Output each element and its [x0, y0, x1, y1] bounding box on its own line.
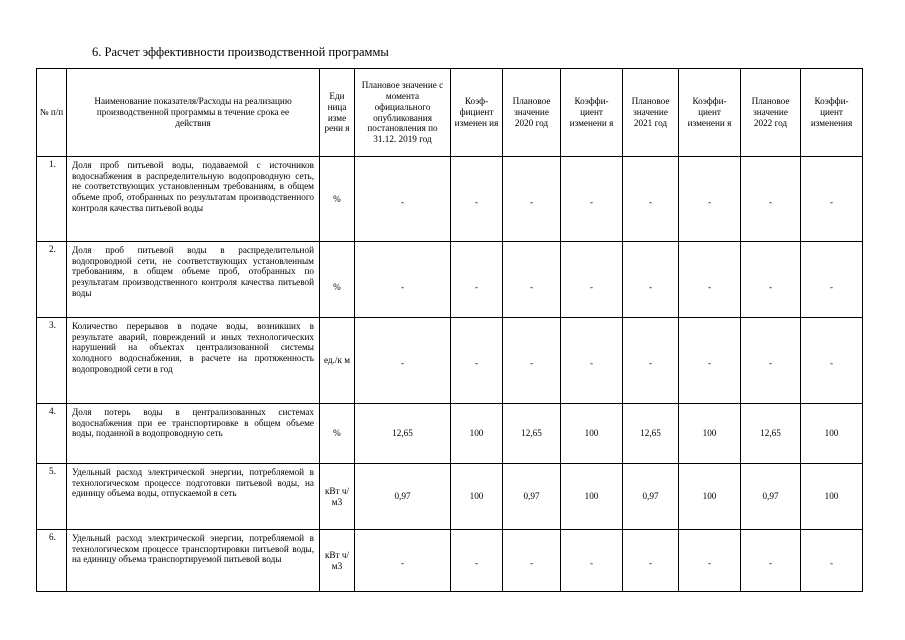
table-row	[37, 157, 863, 242]
unit-cell: кВт ч/м3	[320, 530, 355, 592]
section-heading: 6. Расчет эффективности производственной программы	[92, 45, 389, 59]
col-header-coef-4: Коэффи- циент изменения	[801, 69, 863, 157]
col-header-coef-1: Коэф- фициент изменен ия	[451, 69, 503, 157]
row-number: 3.	[37, 318, 67, 404]
value-cell: -	[741, 318, 801, 404]
efficiency-table	[36, 68, 863, 592]
value-cell: 0,97	[503, 464, 561, 530]
col-header-name: Наименование показателя/Расходы на реализацию производственной программы в течение срока ее действия	[67, 69, 320, 157]
value-cell: -	[355, 318, 451, 404]
col-header-plan-2021: Плановое значение 2021 год	[623, 69, 679, 157]
unit-cell: %	[320, 242, 355, 318]
col-header-unit: Еди ница изме рени я	[320, 69, 355, 157]
value-cell: -	[623, 530, 679, 592]
value-cell: -	[355, 157, 451, 242]
header-row	[37, 69, 863, 157]
value-cell: -	[801, 530, 863, 592]
value-cell: -	[623, 242, 679, 318]
col-header-coef-3: Коэффи- циент изменени я	[679, 69, 741, 157]
value-cell: 100	[561, 464, 623, 530]
value-cell: 100	[801, 404, 863, 464]
row-number: 5.	[37, 464, 67, 530]
value-cell: -	[561, 157, 623, 242]
unit-cell: кВт ч/м3	[320, 464, 355, 530]
row-number: 2.	[37, 242, 67, 318]
value-cell: 0,97	[741, 464, 801, 530]
table-row	[37, 242, 863, 318]
value-cell: 0,97	[355, 464, 451, 530]
value-cell: 12,65	[355, 404, 451, 464]
col-header-plan-2019: Плановое значение с момента официального опубликования постановления по 31.12. 2019 год	[355, 69, 451, 157]
value-cell: 0,97	[623, 464, 679, 530]
value-cell: -	[355, 530, 451, 592]
indicator-name: Удельный расход электрической энергии, потребляемой в технологическом процессе транспортировки питьевой воды, на единицу объема транспортируемой питьевой воды	[67, 530, 320, 592]
value-cell: 100	[561, 404, 623, 464]
value-cell: -	[503, 242, 561, 318]
indicator-name: Доля проб питьевой воды в распределительной водопроводной сети, не соответствующих установленным требованиям, в общем объеме проб, отобранных по результатам производственного контроля качества питьевой воды	[67, 242, 320, 318]
value-cell: -	[451, 318, 503, 404]
row-number: 6.	[37, 530, 67, 592]
value-cell: -	[451, 530, 503, 592]
value-cell: 100	[679, 404, 741, 464]
indicator-name: Количество перерывов в подаче воды, возникших в результате аварий, повреждений и иных технологических нарушений на объектах централизованной системы холодного водоснабжения, в расчете на протяженность водопроводной сети в год	[67, 318, 320, 404]
table-row	[37, 530, 863, 592]
col-header-num: № п/п	[37, 69, 67, 157]
value-cell: -	[623, 157, 679, 242]
unit-cell: %	[320, 157, 355, 242]
table-row	[37, 318, 863, 404]
indicator-name: Удельный расход электрической энергии, потребляемой в технологическом процессе подготовки питьевой воды, на единицу объема воды, отпускаемой в сеть	[67, 464, 320, 530]
value-cell: -	[801, 242, 863, 318]
value-cell: 12,65	[503, 404, 561, 464]
value-cell: -	[451, 242, 503, 318]
value-cell: 100	[451, 404, 503, 464]
value-cell: -	[355, 242, 451, 318]
value-cell: -	[741, 157, 801, 242]
table-row	[37, 464, 863, 530]
value-cell: -	[623, 318, 679, 404]
value-cell: -	[679, 318, 741, 404]
value-cell: 12,65	[623, 404, 679, 464]
value-cell: -	[679, 242, 741, 318]
unit-cell: ед./к м	[320, 318, 355, 404]
unit-cell: %	[320, 404, 355, 464]
col-header-coef-2: Коэффи- циент изменени я	[561, 69, 623, 157]
col-header-plan-2022: Плановое значение 2022 год	[741, 69, 801, 157]
indicator-name: Доля потерь воды в централизованных системах водоснабжения при ее транспортировке в общем объеме воды, поданной в водопроводную сеть	[67, 404, 320, 464]
value-cell: -	[741, 530, 801, 592]
value-cell: -	[741, 242, 801, 318]
value-cell: -	[801, 157, 863, 242]
value-cell: -	[679, 157, 741, 242]
value-cell: -	[801, 318, 863, 404]
col-header-plan-2020: Плановое значение 2020 год	[503, 69, 561, 157]
value-cell: -	[503, 318, 561, 404]
value-cell: 100	[801, 464, 863, 530]
value-cell: -	[679, 530, 741, 592]
value-cell: 100	[679, 464, 741, 530]
row-number: 1.	[37, 157, 67, 242]
value-cell: -	[561, 318, 623, 404]
value-cell: -	[503, 530, 561, 592]
value-cell: 12,65	[741, 404, 801, 464]
value-cell: -	[503, 157, 561, 242]
value-cell: -	[451, 157, 503, 242]
table-row	[37, 404, 863, 464]
row-number: 4.	[37, 404, 67, 464]
value-cell: -	[561, 242, 623, 318]
value-cell: -	[561, 530, 623, 592]
value-cell: 100	[451, 464, 503, 530]
indicator-name: Доля проб питьевой воды, подаваемой с источников водоснабжения в распределительную водопроводную сеть, не соответствующих установленным требованиям, в общем объеме проб, отобранных по результатам производственного контроля качества питьевой воды	[67, 157, 320, 242]
